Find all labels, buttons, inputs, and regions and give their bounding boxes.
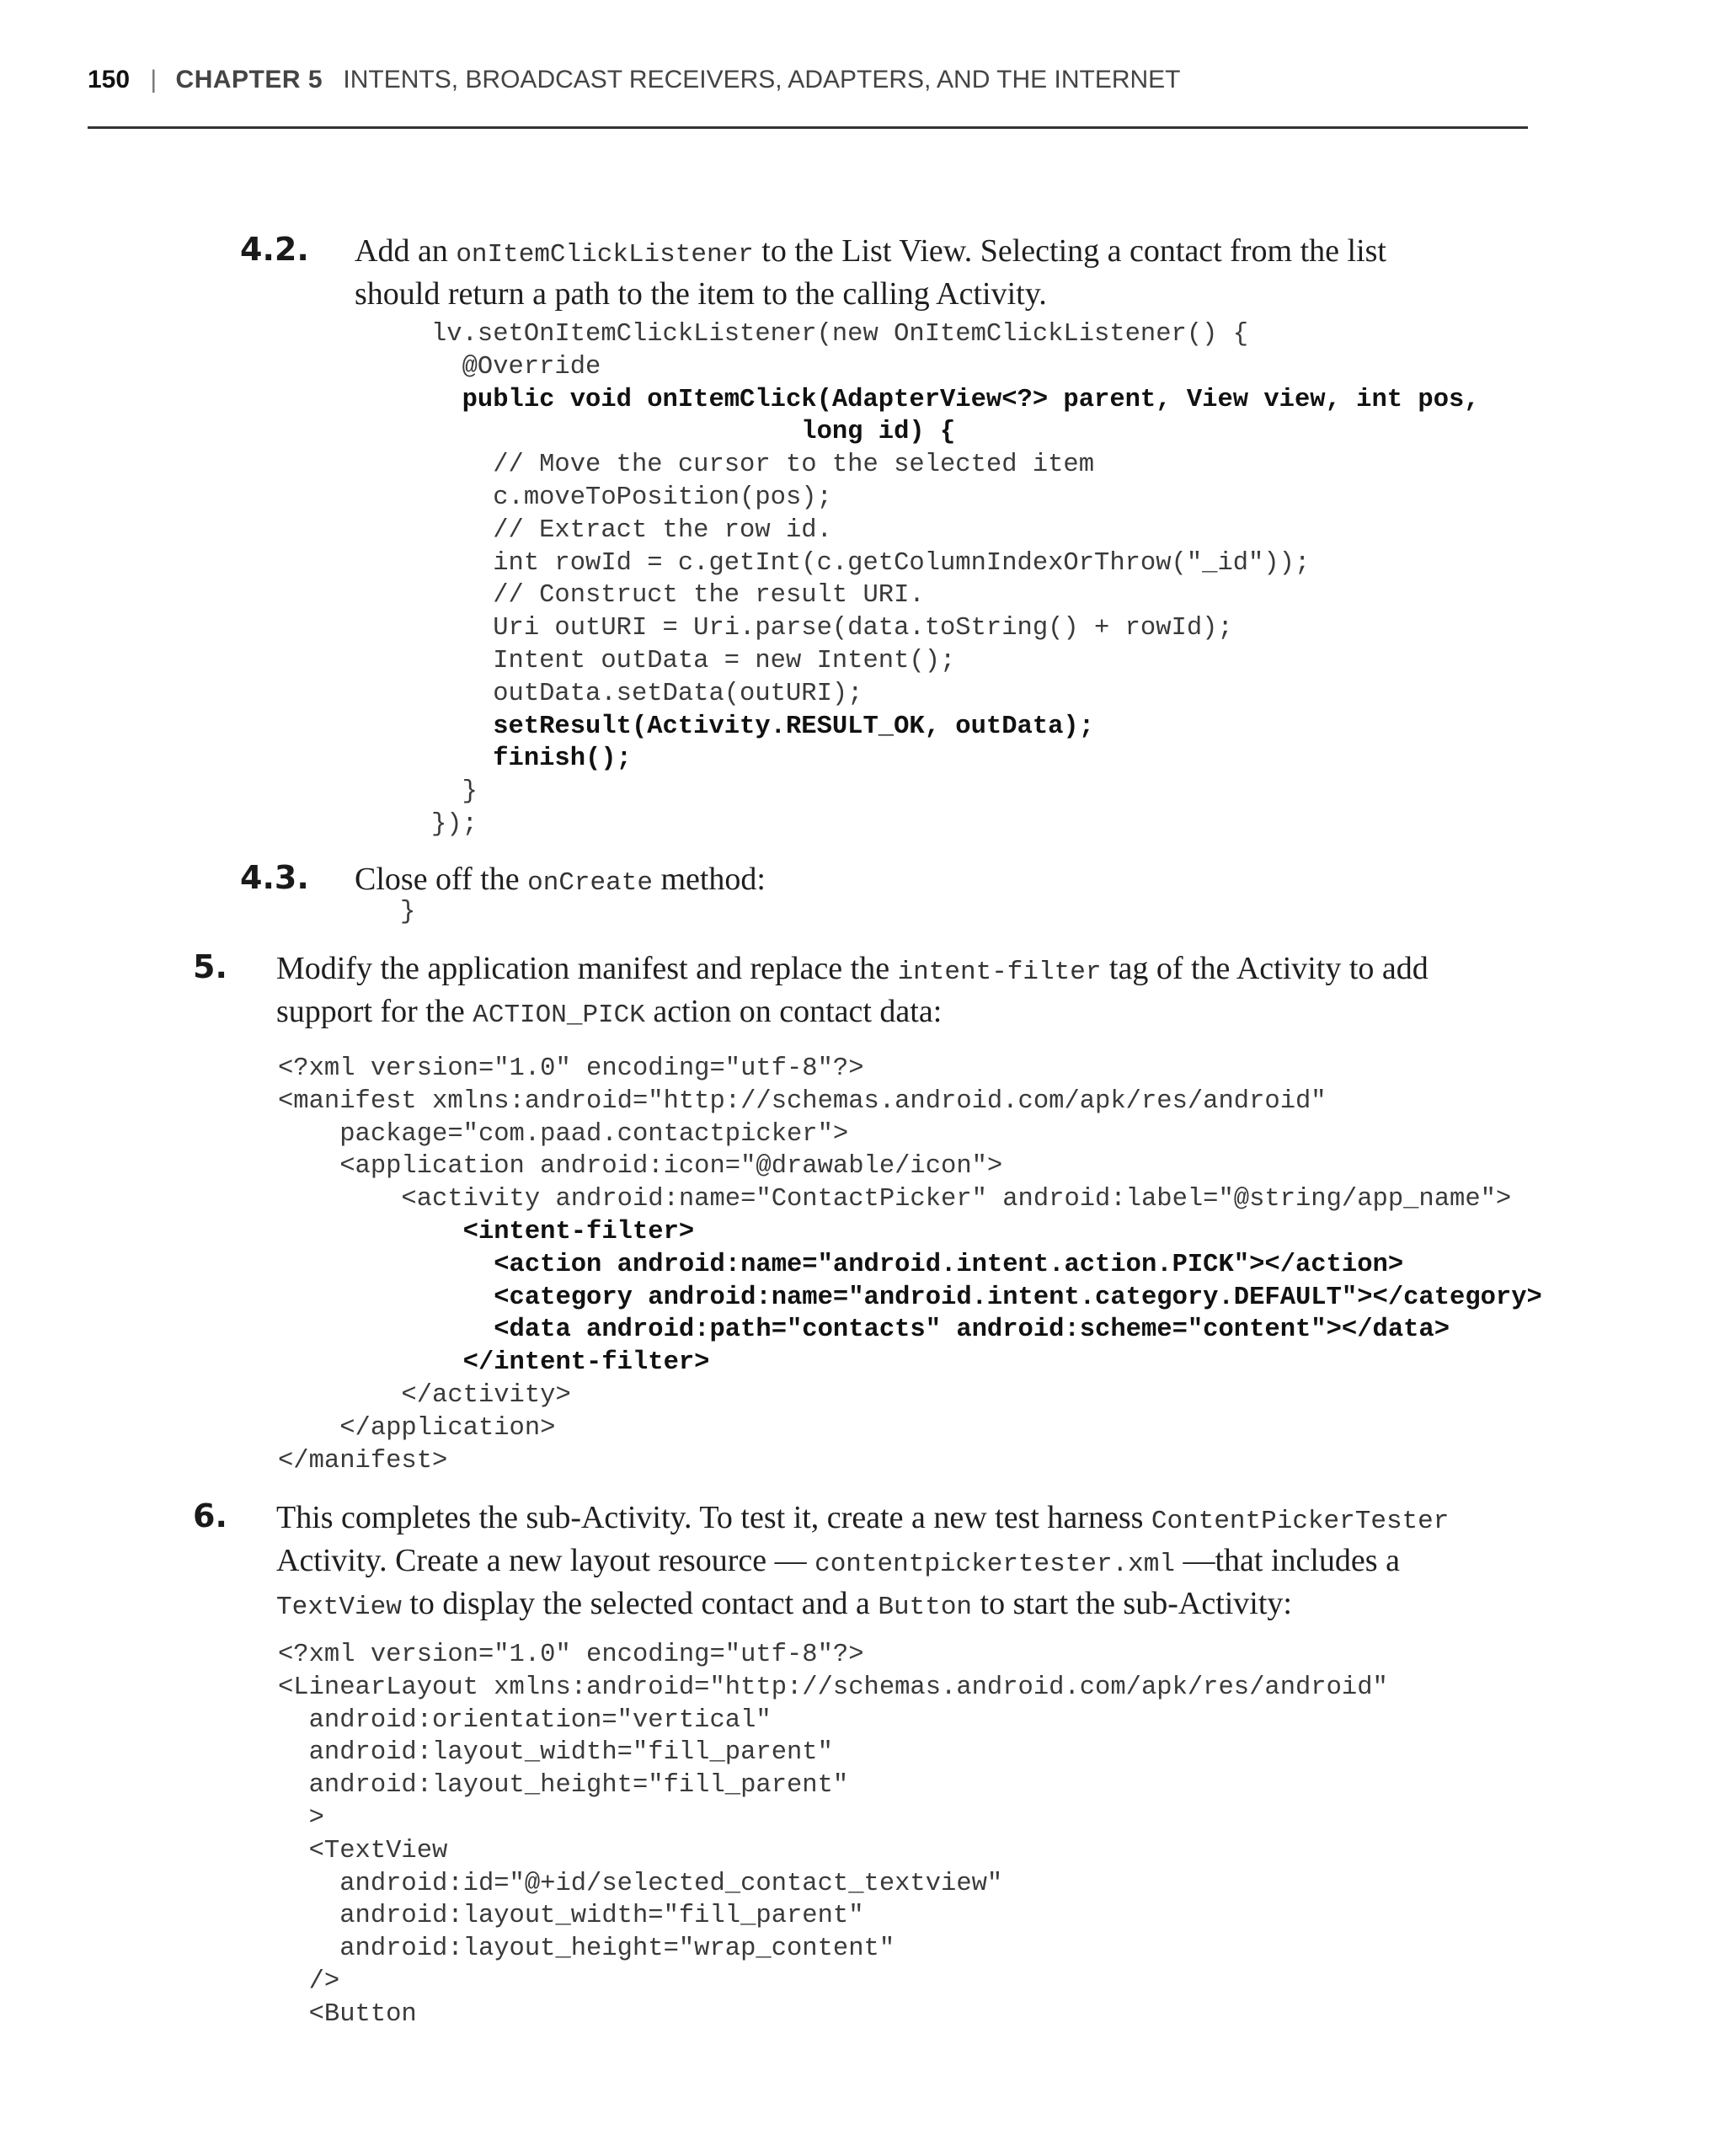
chapter-label: CHAPTER 5	[175, 66, 323, 93]
step-number-4-3: 4.3.	[240, 859, 309, 896]
running-header	[88, 66, 1528, 94]
page-number: 150	[88, 66, 131, 93]
step-number-6: 6.	[193, 1497, 227, 1534]
step-4-3-text: Close off the onCreate method:	[355, 862, 766, 898]
step-5-text: Modify the application manifest and replace the intent-filter tag of the Activity to add support for the ACTION_PICK action on contact data:	[276, 951, 1429, 1030]
code-block-listener: lv.setOnItemClickListener(new OnItemClickListener() { @Override public void onItemClick(AdapterView<?> parent, View view, int pos, long id) { // Move the cursor to the selected item c.moveToPosition(pos); // Extract the row id. int rowId = c.getInt(c.getColumnIndexOrThrow("_id")); // Construct the result URI. Uri outURI = Uri.parse(data.toString() + rowId); Intent outData = new Intent(); outData.setData(outURI); setResult(Activity.RESULT_OK, outData); finish(); } });	[431, 320, 1480, 839]
code-block-layout: <?xml version="1.0" encoding="utf-8"?> <LinearLayout xmlns:android="http://schemas.android.com/apk/res/android" android:orientation="vertical" android:layout_width="fill_parent" android:layout_height="fill_parent" > <TextView android:id="@+id/selected_contact_textview" android:layout_width="fill_parent" android:layout_height="wrap_content" /> <Button	[278, 1641, 1388, 2029]
code-block-close-brace: }	[400, 898, 416, 926]
step-number-5: 5.	[193, 948, 227, 985]
header-separator: |	[150, 66, 158, 93]
step-number-4-2: 4.2.	[240, 231, 309, 268]
code-block-manifest: <?xml version="1.0" encoding="utf-8"?> <manifest xmlns:android="http://schemas.android.com/apk/res/android" package="com.paad.contactpicker"> <application android:icon="@drawable/icon"> <activity android:name="ContactPicker" android:label="@string/app_name"> <intent-filter> <action android:name="android.intent.action.PICK"></action> <category android:name="android.intent.category.DEFAULT"></category> <data android:path="contacts" android:scheme="content"></data> </intent-filter> </activity> </application> </manifest>	[278, 1054, 1542, 1476]
step-4-2-text: Add an onItemClickListener to the List View. Selecting a contact from the list should return a path to the item to the calling Activity.	[355, 233, 1386, 312]
header-rule	[88, 126, 1528, 129]
chapter-title: INTENTS, BROADCAST RECEIVERS, ADAPTERS, AND THE INTERNET	[343, 66, 1181, 93]
step-6-text: This completes the sub-Activity. To test it, create a new test harness ContentPickerTester Activity. Create a new layout resource — contentpickertester.xml —that includes a TextView to display the selected contact and a Button to start the sub-Activity:	[276, 1500, 1450, 1622]
